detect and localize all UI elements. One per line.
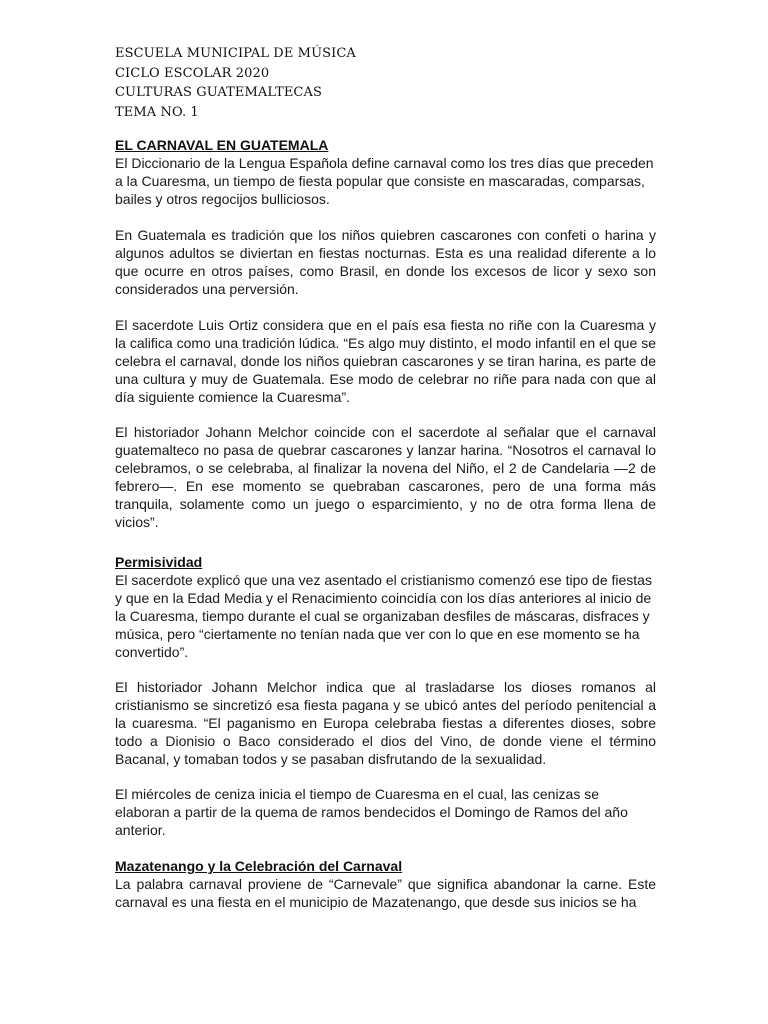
header-course: CULTURAS GUATEMALTECAS [115,85,322,100]
paragraph: El historiador Johann Melchor coincide con el sacerdote al señalar que el carnaval guatemalteco no pasa de quebrar cascarones y lanzar harina. “Nosotros el carnaval lo celebramos, o se celebraba, al finalizar la novena del Niño, el 2 de Candelaria —2 de febrero—. En ese momento se quebraban cascarones, pero de una forma más tranquila, solamente como un juego o esparcimiento, y no de otra forma llena de vicios”. [115,424,656,530]
header-school: ESCUELA MUNICIPAL DE MÚSICA [115,46,356,61]
paragraph: El miércoles de ceniza inicia el tiempo de Cuaresma en el cual, las cenizas se elaboran a partir de la quema de ramos bendecidos el Domingo de Ramos del año anterior. [115,786,628,838]
header-topic: TEMA NO. 1 [115,104,199,120]
section-title-mazatenango: Mazatenango y la Celebración del Carnaval [115,858,403,874]
section-title-permisividad: Permisividad [115,554,203,570]
paragraph: El sacerdote Luis Ortiz considera que en el país esa fiesta no riñe con la Cuaresma y la califica como una tradición lúdica. “Es algo muy distinto, el modo infantil en el que se celebra el carnaval, donde los niños quiebran cascarones y se tiran harina, es parte de una cultura y muy de Guatemala. Ese modo de celebrar no riñe para nada con que al día siguiente comience la Cuaresma”. [115,317,656,405]
paragraph: El sacerdote explicó que una vez asentado el cristianismo comenzó ese tipo de fiestas y que en la Edad Media y el Renacimiento coincidía con los días anteriores al inicio de la Cuaresma, tiempo durante el cual se organizaban desfiles de máscaras, disfraces y música, pero “ciertamente no tenían nada que ver con lo que en ese momento se ha convertido”. [115,572,652,660]
paragraph: La palabra carnaval proviene de “Carnevale” que significa abandonar la carne. Este carnaval es una fiesta en el municipio de Mazatenango, que desde sus inicios se ha [115,876,656,910]
paragraph: El historiador Johann Melchor indica que al trasladarse los dioses romanos al cristianismo se sincretizó esa fiesta pagana y se ubicó antes del período penitencial a la cuaresma. “El paganismo en Europa celebraba fiestas a diferentes dioses, sobre todo a Dionisio o Baco considerado el dios del Vino, de donde viene el término Bacanal, y tomaban todos y se pasaban disfrutando de la sexualidad. [115,679,656,767]
header-cycle: CICLO ESCOLAR 2020 [115,65,270,81]
document-header [115,44,356,122]
paragraph: En Guatemala es tradición que los niños quiebren cascarones con confeti o harina y algunos adultos se diviertan en fiestas nocturnas. Esta es una realidad diferente a lo que ocurre en otros países, como Brasil, en donde los excesos de licor y sexo son considerados una perversión. [115,227,656,297]
paragraph: El Diccionario de la Lengua Española define carnaval como los tres días que preceden a la Cuaresma, un tiempo de fiesta popular que consiste en mascaradas, comparsas, bailes y otros regocijos bulliciosos. [115,155,654,207]
section-title-carnaval: EL CARNAVAL EN GUATEMALA [115,137,329,153]
